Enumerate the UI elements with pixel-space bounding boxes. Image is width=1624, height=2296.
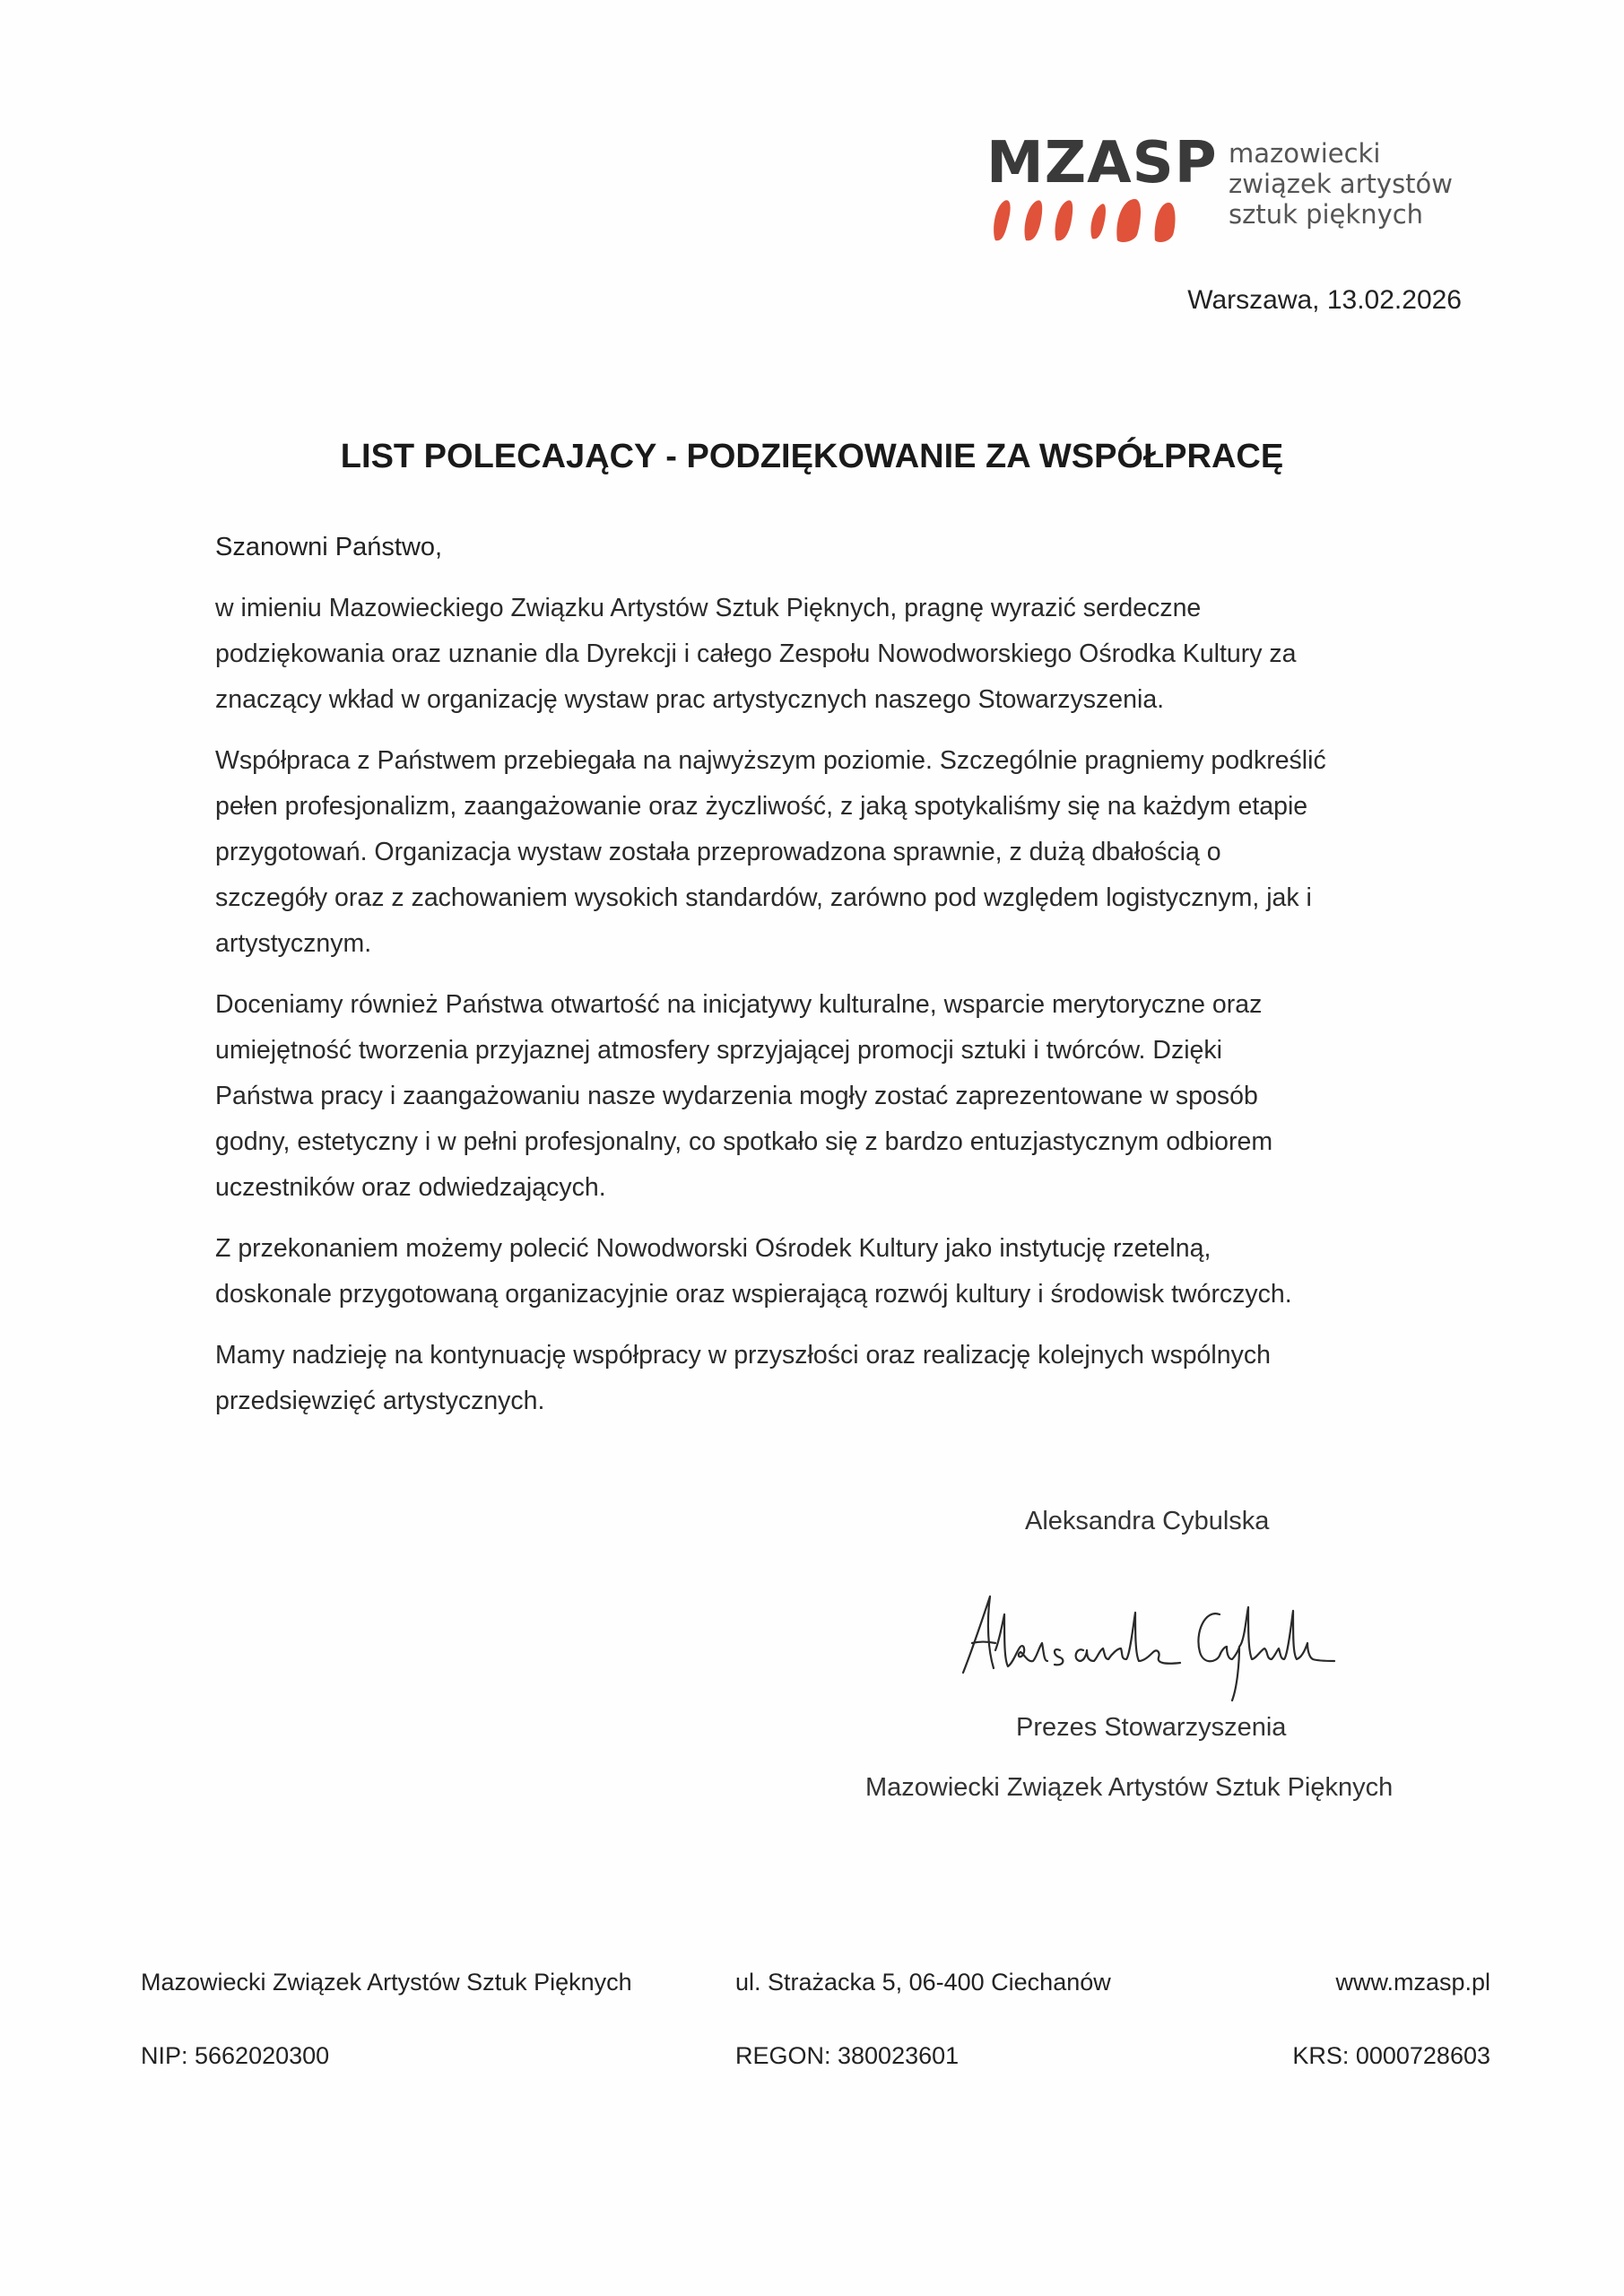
paragraph-line: w imieniu Mazowieckiego Związku Artystów Sztuk Pięknych, pragnę wyrazić serdeczne xyxy=(215,594,1202,622)
logo-tagline-line: mazowiecki xyxy=(1229,138,1381,169)
paragraph-line: znaczący wkład w organizację wystaw prac artystycznych naszego Stowarzyszenia. xyxy=(215,685,1165,714)
paragraph-line: szczegóły oraz z zachowaniem wysokich standardów, zarówno pod względem logistycznym, jak i xyxy=(215,883,1312,912)
logo-letters: MZASP xyxy=(986,130,1218,196)
paragraph-line: Państwa pracy i zaangażowaniu nasze wydarzenia mogły zostać zaprezentowane w sposób xyxy=(215,1082,1258,1110)
mzasp-logo xyxy=(986,130,1471,242)
salutation: Szanowni Państwo, xyxy=(215,533,443,561)
paragraph-line: godny, estetyczny i w pełni profesjonalny, co spotkało się z bardzo entuzjastycznym odbiorem xyxy=(215,1127,1273,1156)
footer-address: ul. Strażacka 5, 06-400 Ciechanów xyxy=(735,1969,1111,1996)
paragraph xyxy=(215,982,1471,1211)
logo-tagline xyxy=(1229,138,1453,230)
paragraph-line: przedsięwzięć artystycznych. xyxy=(215,1387,545,1415)
letter-title: LIST POLECAJĄCY - PODZIĘKOWANIE ZA WSPÓŁPRACĘ xyxy=(340,438,1284,475)
paragraph xyxy=(215,1226,1471,1318)
paragraph-line: doskonale przygotowaną organizacyjnie oraz wspierającą rozwój kultury i środowisk twórczych. xyxy=(215,1280,1292,1309)
place-date: Warszawa, 13.02.2026 xyxy=(1187,285,1462,315)
paragraph-line: uczestników oraz odwiedzających. xyxy=(215,1173,606,1202)
paragraph-line: przygotowań. Organizacja wystaw została przeprowadzona sprawnie, z dużą dbałością o xyxy=(215,838,1221,866)
logo-mark xyxy=(986,130,1218,242)
paragraph-line: artystycznym. xyxy=(215,929,372,958)
handwritten-signature xyxy=(960,1587,1336,1704)
logo-tagline-line: sztuk pięknych xyxy=(1229,199,1424,230)
signatory-organization: Mazowiecki Związek Artystów Sztuk Pięknych xyxy=(865,1773,1394,1802)
letter-body xyxy=(215,525,1471,1439)
paragraph xyxy=(215,1333,1471,1424)
paragraph xyxy=(215,586,1471,723)
signatory-role: Prezes Stowarzyszenia xyxy=(1016,1713,1287,1742)
paragraph-line: Z przekonaniem możemy polecić Nowodworski Ośrodek Kultury jako instytucję rzetelną, xyxy=(215,1234,1211,1263)
logo-tagline-line: związek artystów xyxy=(1229,169,1454,199)
paragraph xyxy=(215,738,1471,967)
signatory-name: Aleksandra Cybulska xyxy=(1025,1507,1270,1535)
letter-footer xyxy=(141,1969,1490,2085)
paragraph-line: pełen profesjonalizm, zaangażowanie oraz życzliwość, z jaką spotykaliśmy się na każdym etapie xyxy=(215,792,1308,821)
paragraph-line: Współpraca z Państwem przebiegała na najwyższym poziomie. Szczególnie pragniemy podkreślić xyxy=(215,746,1326,775)
footer-org-name: Mazowiecki Związek Artystów Sztuk Pięknych xyxy=(141,1969,632,1996)
footer-regon: REGON: 380023601 xyxy=(735,2042,960,2069)
paragraph-line: Doceniamy również Państwa otwartość na inicjatywy kulturalne, wsparcie merytoryczne oraz xyxy=(215,990,1263,1019)
footer-website-link[interactable]: www.mzasp.pl xyxy=(1335,1969,1490,1996)
paragraph-line: Mamy nadzieję na kontynuację współpracy w przyszłości oraz realizację kolejnych wspólnych xyxy=(215,1341,1271,1370)
footer-krs: KRS: 0000728603 xyxy=(1292,2042,1490,2069)
paragraph-line: umiejętność tworzenia przyjaznej atmosfery sprzyjającej promocji sztuki i twórców. Dzięki xyxy=(215,1036,1222,1065)
logo-brush-strokes-icon xyxy=(986,197,1202,242)
footer-nip: NIP: 5662020300 xyxy=(141,2042,330,2069)
paragraph-line: podziękowania oraz uznanie dla Dyrekcji i całego Zespołu Nowodworskiego Ośrodka Kultury za xyxy=(215,639,1297,668)
